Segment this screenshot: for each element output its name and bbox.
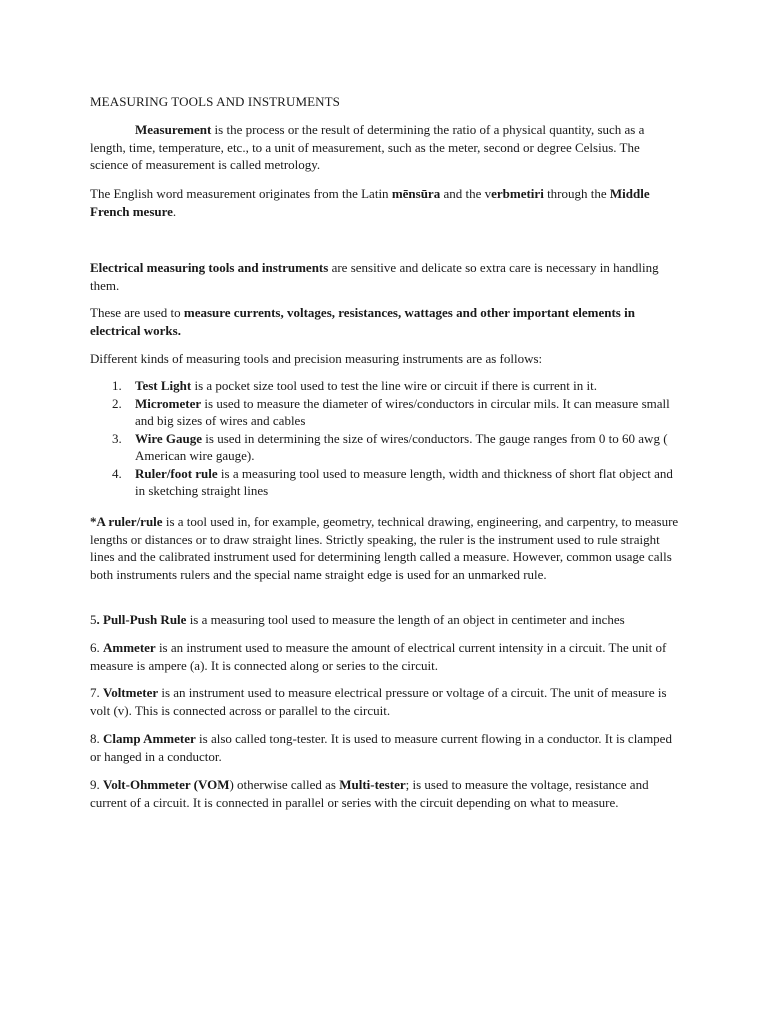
bold-term: Wire Gauge bbox=[135, 430, 203, 446]
item-number: 7. bbox=[90, 685, 103, 700]
bold-term: Voltmeter bbox=[103, 685, 159, 700]
paragraph-etymology bbox=[90, 185, 680, 220]
paragraph-vom bbox=[90, 776, 680, 811]
bold-term: Measurement bbox=[135, 122, 212, 137]
paragraph-usage bbox=[90, 304, 680, 339]
bold-term: erbmetiri bbox=[491, 186, 544, 201]
bold-term: mēnsūra bbox=[391, 186, 441, 201]
bold-term: Micrometer bbox=[135, 395, 202, 411]
list-number: 4. bbox=[112, 465, 122, 481]
list-text: is a measuring tool used to measure length, width and thickness of short flat object and in sketching straight lines bbox=[135, 465, 673, 498]
bold-term: Ammeter bbox=[103, 640, 156, 655]
tools-list bbox=[90, 377, 680, 500]
paragraph-text: ) otherwise called as bbox=[229, 777, 340, 792]
paragraph-measurement-definition bbox=[90, 121, 680, 174]
bold-term: Electrical measuring tools and instruments bbox=[90, 260, 329, 275]
list-item bbox=[90, 395, 680, 430]
item-number: 8. bbox=[90, 731, 103, 746]
paragraph-ruler bbox=[90, 513, 680, 583]
list-text: is used to measure the diameter of wires/conductors in circular mils. It can measure small and big sizes of wires and cables bbox=[135, 395, 670, 428]
paragraph-text: through the bbox=[543, 186, 610, 201]
bold-term: Clamp Ammeter bbox=[103, 731, 196, 746]
list-text: is used in determining the size of wires/conductors. The gauge ranges from 0 to 60 awg ( American wire gauge). bbox=[135, 430, 668, 463]
paragraph-list-intro: Different kinds of measuring tools and precision measuring instruments are as follows: bbox=[90, 351, 543, 366]
paragraph-text: is an instrument used to measure electrical pressure or voltage of a circuit. The unit of measure is volt (v). This is connected across or parallel to the circuit. bbox=[90, 685, 667, 718]
item-number: 5 bbox=[90, 612, 97, 627]
paragraph-text: is also called tong-tester. It is used to measure current flowing in a conductor. It is clamped or hanged in a conductor. bbox=[90, 731, 672, 764]
paragraph-voltmeter bbox=[90, 684, 680, 719]
list-item bbox=[90, 465, 680, 500]
list-number: 3. bbox=[112, 430, 122, 446]
list-number: 2. bbox=[112, 395, 122, 411]
paragraph-text: . bbox=[172, 203, 177, 219]
bold-term: Test Light bbox=[135, 378, 192, 393]
paragraph-text: The English word measurement originates from the Latin bbox=[90, 186, 392, 201]
bold-term: Ruler/foot rule bbox=[135, 465, 218, 481]
paragraph-ammeter bbox=[90, 639, 680, 674]
bold-term: Middle French mesure bbox=[90, 186, 650, 219]
paragraph-pull-push-rule bbox=[90, 611, 680, 629]
bold-term: Multi-tester bbox=[339, 777, 406, 792]
list-item bbox=[90, 377, 680, 395]
page-title: MEASURING TOOLS AND INSTRUMENTS bbox=[90, 94, 341, 109]
paragraph-clamp-ammeter bbox=[90, 730, 680, 765]
bold-term: . Pull-Push Rule bbox=[96, 612, 187, 627]
list-text: is a pocket size tool used to test the line wire or circuit if there is current in it. bbox=[191, 378, 598, 393]
paragraph-text: is an instrument used to measure the amount of electrical current intensity in a circuit. The unit of measure is ampere (a). It is connected along or series to the circuit. bbox=[90, 640, 667, 673]
list-item bbox=[90, 430, 680, 465]
item-number: 9. bbox=[90, 777, 103, 792]
item-number: 6. bbox=[90, 640, 103, 655]
bold-term: measure currents, voltages, resistances, wattages and other important elements in electrical works. bbox=[90, 305, 635, 338]
paragraph-text: ; is used to measure the voltage, resistance and current of a circuit. It is connected in parallel or series with the circuit depending on what to measure. bbox=[90, 777, 649, 810]
paragraph-text: These are used to bbox=[90, 305, 184, 320]
paragraph-text: is a tool used in, for example, geometry, technical drawing, engineering, and carpentry, to measure lengths or distances or to draw straight lines. Strictly speaking, the ruler is the instrument used to rule straight lines and the calibrated instrument used for determining length called a measure. However, common usage calls both instruments rulers and the special name straight edge is used for an unmarked rule. bbox=[90, 514, 679, 582]
paragraph-text: is the process or the result of determining the ratio of a physical quantity, such as a length, time, temperature, etc., to a unit of measurement, such as the meter, second or degree Celsius. The science of measurement is called metrology. bbox=[90, 122, 645, 172]
bold-term: Volt-Ohmmeter (VOM bbox=[103, 777, 230, 792]
paragraph-text: are sensitive and delicate so extra care is necessary in handling them. bbox=[90, 260, 659, 293]
paragraph-text: is a measuring tool used to measure the length of an object in centimeter and inches bbox=[186, 612, 625, 627]
paragraph-text: and the v bbox=[440, 186, 492, 201]
paragraph-electrical-tools bbox=[90, 259, 680, 294]
bold-term: *A ruler/rule bbox=[90, 514, 163, 529]
list-number: 1. bbox=[112, 378, 122, 393]
